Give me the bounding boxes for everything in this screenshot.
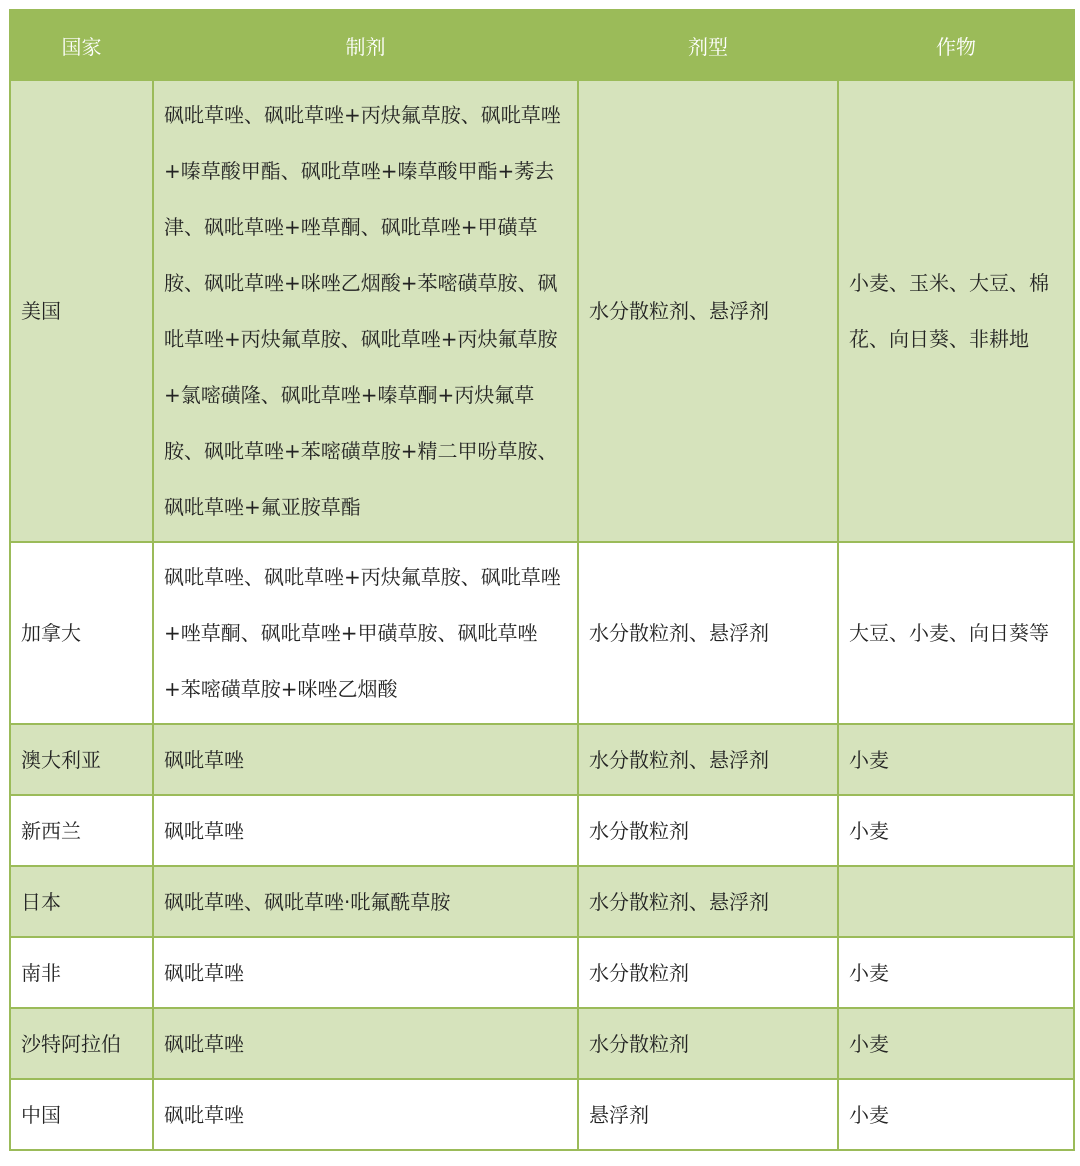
dosage-form-cell: 悬浮剂 — [578, 1079, 838, 1150]
dosage-form-cell: 水分散粒剂、悬浮剂 — [578, 724, 838, 795]
table-row — [10, 937, 1074, 1008]
crops-cell: 小麦 — [838, 937, 1074, 1008]
table-row — [10, 866, 1074, 937]
crops-cell: 大豆、小麦、向日葵等 — [838, 542, 1074, 724]
formulation-cell: 砜吡草唑、砜吡草唑+丙炔氟草胺、砜吡草唑+嗪草酸甲酯、砜吡草唑+嗪草酸甲酯+莠去津、砜吡草唑+唑草酮、砜吡草唑+甲磺草胺、砜吡草唑+咪唑乙烟酸+苯嘧磺草胺、砜吡草唑+丙炔氟草胺、砜吡草唑+丙炔氟草胺+氯嘧磺隆、砜吡草唑+嗪草酮+丙炔氟草胺、砜吡草唑+苯嘧磺草胺+精二甲吩草胺、砜吡草唑+氟亚胺草酯 — [153, 80, 578, 542]
dosage-form-cell: 水分散粒剂、悬浮剂 — [578, 80, 838, 542]
registration-table — [9, 9, 1075, 1151]
table-row — [10, 795, 1074, 866]
country-cell: 日本 — [10, 866, 153, 937]
crops-cell: 小麦、玉米、大豆、棉花、向日葵、非耕地 — [838, 80, 1074, 542]
formulation-cell: 砜吡草唑 — [153, 1008, 578, 1079]
table-row — [10, 1079, 1074, 1150]
header-formulation: 制剂 — [153, 10, 578, 80]
formulation-cell: 砜吡草唑 — [153, 795, 578, 866]
formulation-cell: 砜吡草唑 — [153, 1079, 578, 1150]
header-country: 国家 — [10, 10, 153, 80]
dosage-form-cell: 水分散粒剂 — [578, 795, 838, 866]
dosage-form-cell: 水分散粒剂、悬浮剂 — [578, 866, 838, 937]
formulation-cell: 砜吡草唑、砜吡草唑·吡氟酰草胺 — [153, 866, 578, 937]
country-cell: 沙特阿拉伯 — [10, 1008, 153, 1079]
crops-cell — [838, 866, 1074, 937]
crops-cell: 小麦 — [838, 795, 1074, 866]
crops-cell: 小麦 — [838, 1079, 1074, 1150]
dosage-form-cell: 水分散粒剂 — [578, 937, 838, 1008]
crops-cell: 小麦 — [838, 1008, 1074, 1079]
dosage-form-cell: 水分散粒剂 — [578, 1008, 838, 1079]
table-row — [10, 542, 1074, 724]
country-cell: 新西兰 — [10, 795, 153, 866]
header-crops: 作物 — [838, 10, 1074, 80]
header-dosage-form: 剂型 — [578, 10, 838, 80]
table-header-row — [10, 10, 1074, 80]
formulation-cell: 砜吡草唑 — [153, 724, 578, 795]
formulation-cell: 砜吡草唑、砜吡草唑+丙炔氟草胺、砜吡草唑+唑草酮、砜吡草唑+甲磺草胺、砜吡草唑+苯嘧磺草胺+咪唑乙烟酸 — [153, 542, 578, 724]
crops-cell: 小麦 — [838, 724, 1074, 795]
country-cell: 加拿大 — [10, 542, 153, 724]
country-cell: 中国 — [10, 1079, 153, 1150]
dosage-form-cell: 水分散粒剂、悬浮剂 — [578, 542, 838, 724]
table-row — [10, 724, 1074, 795]
table-row — [10, 80, 1074, 542]
table-row — [10, 1008, 1074, 1079]
country-cell: 美国 — [10, 80, 153, 542]
country-cell: 南非 — [10, 937, 153, 1008]
country-cell: 澳大利亚 — [10, 724, 153, 795]
formulation-cell: 砜吡草唑 — [153, 937, 578, 1008]
